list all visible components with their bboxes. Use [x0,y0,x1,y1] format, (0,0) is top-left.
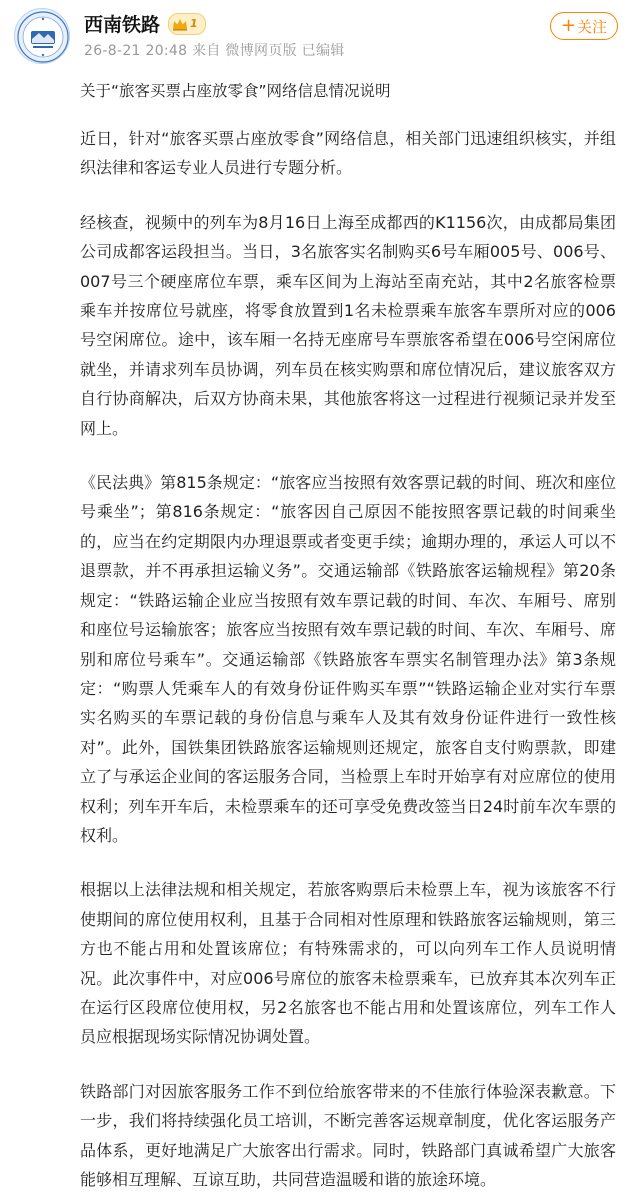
paragraph-1: 近日，针对“旅客买票占座放零食”网络信息，相关部门迅速组织核实，并组织法律和客运专业人员进行专题分析。 [80,129,616,178]
railway-logo-avatar-icon [15,9,70,64]
paragraph-3: 《民法典》第815条规定：“旅客应当按照有效客票记载的时间、班次和座位号乘坐”；第816条规定：“旅客因自己原因不能按照客票记载的时间乘坐的，应当在约定期限内办理退票或者变更手续；逾期办理的，承运人可以不退票款，并不再承担运输义务”。交通运输部《铁路旅客运输规程》第20条规定：“铁路运输企业应当按照有效车票记载的时间、车次、车厢号、席别和座位号运输旅客；旅客应当按照有效车票记载的时间、车次、车厢号、席别和席位号乘车”。交通运输部《铁路旅客车票实名制管理办法》第3条规定：“购票人凭乘车人的有效身份证件购买车票”“铁路运输企业对实行车票实名购买的车票记载的身份信息与乘车人及其有效身份证件进行一致性核对”。此外，国铁集团铁路旅客运输规则还规定，旅客自支付购票款，即建立了与承运企业间的客运服务合同，当检票上车时开始享有对应席位的使用权利；列车开车后，未检票乘车的还可享受免费改签当日24时前车次车票的权利。 [80,473,616,845]
paragraph-5: 铁路部门对因旅客服务工作不到位给旅客带来的不佳旅行体验深表歉意。下一步，我们将持续强化员工培训，不断完善客运规章制度，优化客运服务产品体系，更好地满足广大旅客出行需求。同时，铁路部门真诚希望广大旅客能够相互理解、互谅互助，共同营造温暖和谐的旅途环境。 [80,1081,616,1189]
post-header [0,0,636,66]
post-title: 关于“旅客买票占座放零食”网络信息情况说明 [80,82,391,100]
level-number: 1 [190,17,198,30]
follow-label: 关注 [577,17,608,36]
crown-icon [172,17,188,31]
follow-button[interactable] [550,12,618,40]
account-name[interactable]: 西南铁路 [84,14,161,36]
post-body [0,66,636,1194]
avatar[interactable] [14,8,70,64]
level-badge[interactable] [168,13,206,35]
name-row [84,10,206,37]
plus-icon: + [560,15,577,36]
paragraph-4: 根据以上法律法规和相关规定，若旅客购票后未检票上车，视为该旅客不行使期间的席位使用权利，且基于合同相对性原理和铁路旅客运输规则，第三方也不能占用和处置该席位；有特殊需求的，可以向列车工作人员说明情况。此次事件中，对应006号席位的旅客未检票乘车，已放弃其本次列车正在运行区段席位使用权，另2名旅客也不能占用和处置该席位，列车工作人员应根据现场实际情况协调处置。 [80,880,616,1047]
post-meta: 26-8-21 20:48 来自 微博网页版 已编辑 [84,43,345,59]
paragraph-2: 经核查，视频中的列车为8月16日上海至成都西的K1156次，由成都局集团公司成都客运段担当。当日，3名旅客实名制购买6号车厢005号、006号、007号三个硬座席位车票，乘车区间为上海站至南充站，其中2名旅客检票乘车并按席位号就座，将零食放置到1名未检票乘车旅客车票所对应的006号空闲席位。途中，该车厢一名持无座席号车票旅客希望在006号空闲席位就坐，并请求列车员协调，列车员在核实购票和席位情况后，建议旅客双方自行协商解决，后双方协商未果，其他旅客将这一过程进行视频记录并发至网上。 [80,212,616,438]
